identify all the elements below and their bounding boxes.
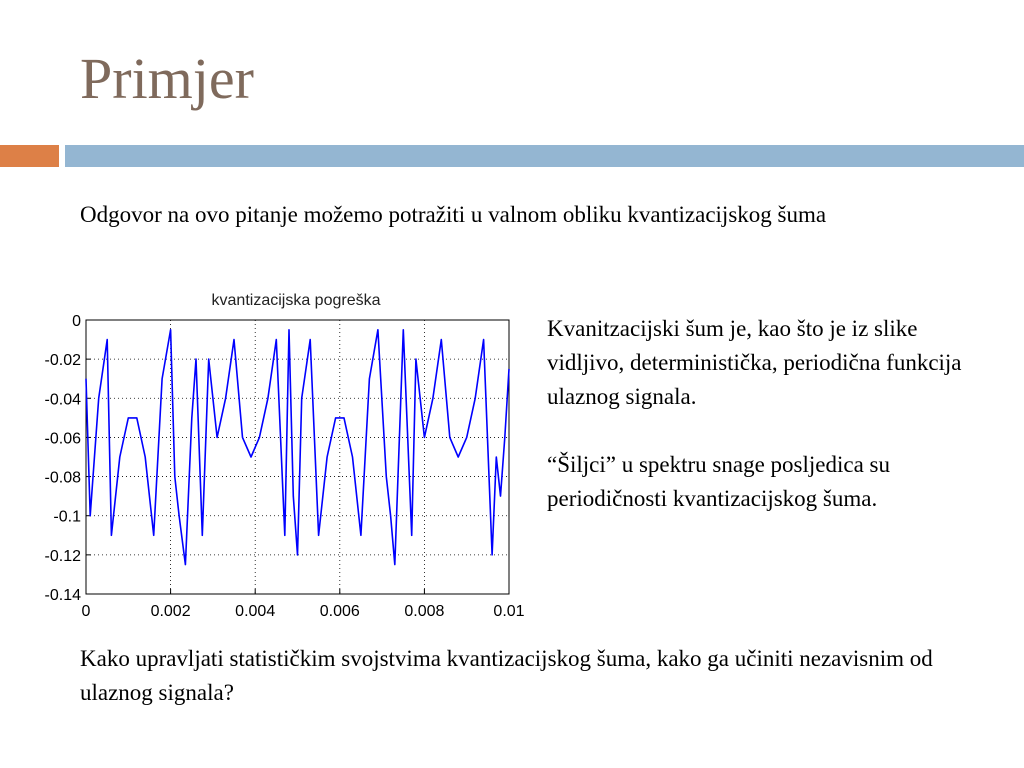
- y-tick-label: -0.14: [44, 587, 81, 604]
- side-paragraph-1: Kvanitzacijski šum je, kao što je iz slike vidljivo, deterministička, periodična funkcija ulaznog signala.: [547, 316, 962, 409]
- x-tick-label: 0: [81, 603, 91, 620]
- x-tick-label: 0.006: [319, 603, 360, 620]
- chart-title: kvantizacijska pogreška: [211, 292, 381, 309]
- y-tick-labels: [45, 313, 82, 604]
- x-tick-label: 0.008: [404, 603, 445, 620]
- y-tick-label: -0.04: [44, 391, 81, 409]
- accent-bar-blue: [65, 145, 1024, 167]
- y-tick-label: -0.1: [53, 508, 81, 526]
- outro-text: Kako upravljati statističkim svojstvima kvantizacijskog šuma, kako ga učiniti nezavisnim od ulaznog signala?: [80, 646, 933, 705]
- y-tick-label: -0.02: [44, 352, 81, 370]
- y-tick-label: -0.08: [44, 469, 81, 487]
- quantization-error-chart: [30, 282, 530, 622]
- accent-bar-orange: [0, 145, 59, 167]
- y-tick-label: -0.06: [44, 430, 81, 448]
- x-tick-label: 0.004: [235, 603, 276, 620]
- side-paragraph-2: “Šiljci” u spektru snage posljedica su periodičnosti kvantizacijskog šuma.: [547, 452, 891, 511]
- side-text: [547, 312, 967, 516]
- slide-title: Primjer: [80, 46, 254, 111]
- x-tick-label: 0.002: [150, 603, 191, 620]
- x-tick-label: 0.01: [493, 603, 525, 620]
- intro-text: Odgovor na ovo pitanje možemo potražiti u valnom obliku kvantizacijskog šuma: [80, 202, 827, 227]
- y-tick-label: 0: [72, 313, 81, 330]
- y-tick-label: -0.12: [44, 547, 81, 565]
- x-tick-labels: [82, 603, 525, 620]
